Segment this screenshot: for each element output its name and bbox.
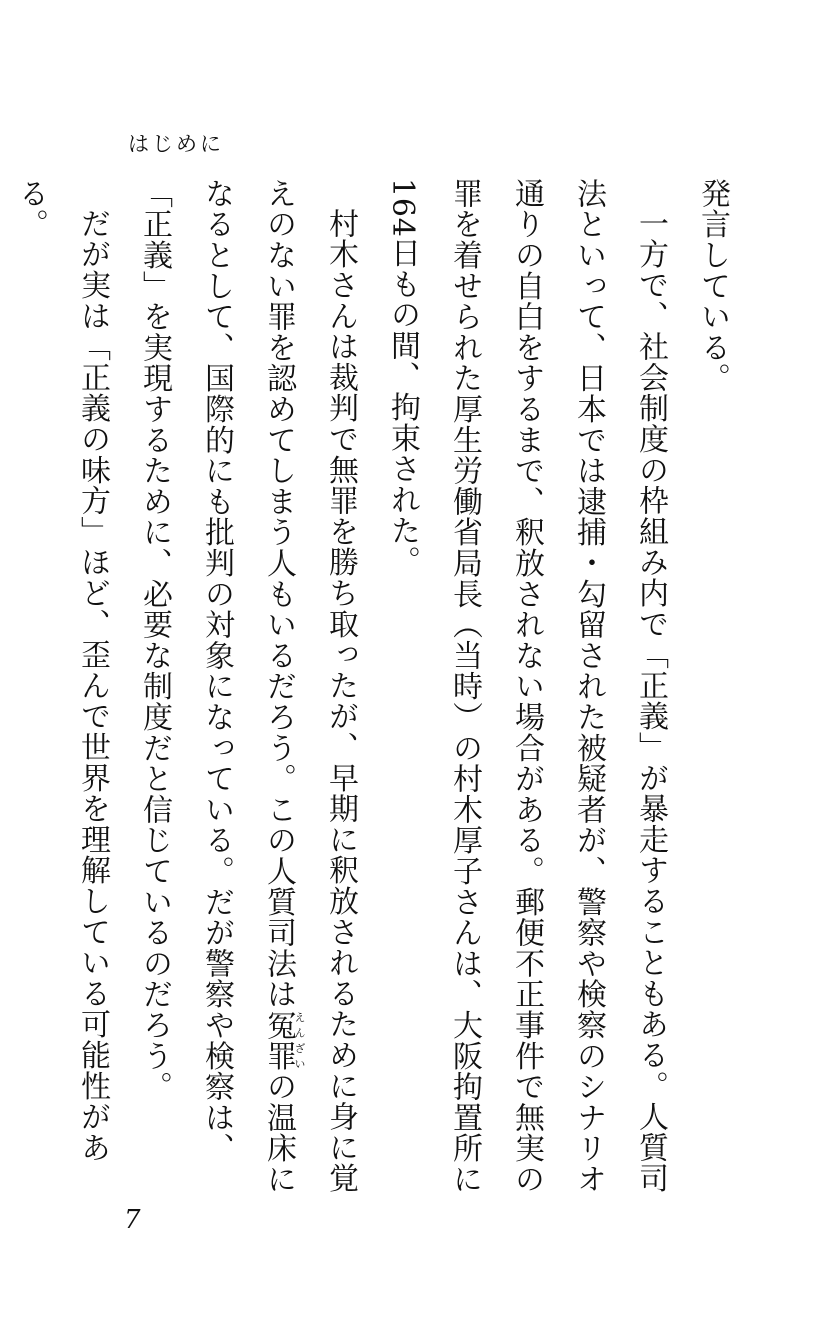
- paragraph-2: 一方で、社会制度の枠組み内で「正義」が暴走することもある。人質司法といって、日本では逮捕・勾留された被疑者が、警察や検察のシナリオ通りの自白をするまで、釈放されない場合がある。郵便不正事件で無実の罪を着せられた厚生労働省局長（当時）の村木厚子さんは、大阪拘置所に164日もの間、拘束された。: [385, 178, 668, 1195]
- body-text: [13, 178, 743, 1198]
- paragraph-3: [123, 178, 371, 1198]
- paragraph-4: だが実は「正義の味方」ほど、歪んで世界を理解している可能性がある。: [13, 178, 110, 1163]
- running-head: はじめに: [128, 132, 224, 156]
- ruby-enzai: [261, 1009, 306, 1072]
- ruby-base: 冤罪: [261, 1009, 296, 1072]
- ruby-reading: えんざい: [293, 1009, 306, 1072]
- paragraph-3-part-2: の温床になるとして、国際的にも批判の対象になっている。だが警察や検察は、「正義」を実現するために、必要な制度だと信じているのだろう。: [137, 178, 296, 1195]
- page-number: 7: [124, 1205, 141, 1235]
- paragraph-1: 発言している。: [695, 178, 730, 394]
- paragraph-3-part-1: 村木さんは裁判で無罪を勝ち取ったが、早期に釈放されるために身に覚えのない罪を認めてしまう人もいるだろう。この人質司法は: [261, 178, 358, 1194]
